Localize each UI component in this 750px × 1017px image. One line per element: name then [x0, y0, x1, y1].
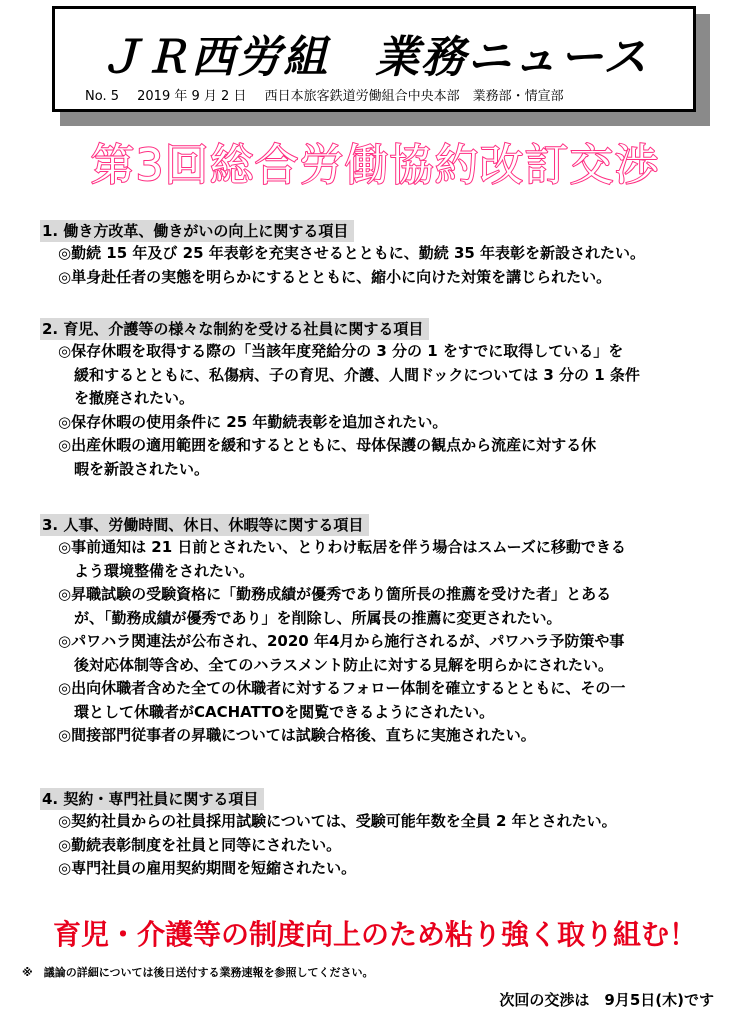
list-item: ◎出向休職者含めた全ての休職者に対するフォロー体制を確立するとともに、その一 環として休職者がCACHATTOを閲覧できるようにされたい。: [58, 679, 626, 721]
section-heading: 2. 育児、介護等の様々な制約を受ける社員に関する項目: [40, 318, 429, 340]
newsletter-header: [52, 6, 696, 112]
page-title: 第3回総合労働協約改訂交渉: [90, 140, 660, 191]
list-item: ◎パワハラ関連法が公布され、2020 年4月から施行されるが、パワハラ予防策や事 後対応体制等含め、全てのハラスメント防止に対する見解を明らかにされたい。: [58, 632, 625, 674]
list-item: ◎単身赴任者の実態を明らかにするとともに、縮小に向けた対策を講じられたい。: [58, 267, 612, 286]
section-1: [40, 220, 730, 289]
list-item: ◎保存休暇を取得する際の「当該年度発給分の 3 分の 1 をすでに取得している」を 緩和するとともに、私傷病、子の育児、介護、人間ドックについては 3 分の 1 条件 を撤廃されたい。: [58, 342, 640, 407]
list-item: ◎契約社員からの社員採用試験については、受験可能年数を全員 2 年とされたい。: [58, 812, 617, 830]
list-item: ◎事前通知は 21 日前とされたい、とりわけ転居を伴う場合はスムーズに移動できる よう環境整備をされたい。: [58, 538, 626, 580]
section-2: [40, 318, 730, 481]
list-item: ◎保存休暇の使用条件に 25 年勤続表彰を追加されたい。: [58, 412, 448, 431]
list-item: ◎専門社員の雇用契約期間を短縮されたい。: [58, 859, 357, 877]
footnote: ※ 議論の詳細については後日送付する業務速報を参照してください。: [22, 966, 374, 979]
section-heading: 1. 働き方改革、働きがいの向上に関する項目: [40, 220, 354, 242]
section-heading: 4. 契約・専門社員に関する項目: [40, 788, 264, 810]
list-item: ◎勤続 15 年及び 25 年表彰を充実させるとともに、勤続 35 年表彰を新設されたい。: [58, 244, 646, 262]
next-meeting-notice: 次回の交渉は 9月5日(木)です: [499, 991, 714, 1009]
issue-info: [85, 89, 578, 105]
section-3: [40, 514, 730, 748]
slogan: 育児・介護等の制度向上のため粘り強く取り組む！: [52, 918, 697, 951]
issue-date: 2019 年 9 月 2 日: [137, 89, 247, 104]
list-item: ◎昇職試験の受験資格に「勤務成績が優秀であり箇所長の推薦を受けた者」とある が、「勤務成績が優秀であり」を削除し、所属長の推薦に変更されたい。: [58, 585, 612, 627]
list-item: ◎出産休暇の適用範囲を緩和するとともに、母体保護の観点から流産に対する休 暇を新設されたい。: [58, 436, 597, 478]
organization: 西日本旅客鉄道労働組合中央本部 業務部・情宣部: [264, 89, 564, 104]
list-item: ◎勤続表彰制度を社員と同等にされたい。: [58, 835, 342, 854]
newsletter-title: ＪＲ西労組 業務ニュース: [99, 32, 649, 83]
section-4: [40, 788, 730, 881]
section-heading: 3. 人事、労働時間、休日、休暇等に関する項目: [40, 514, 369, 536]
list-item: ◎間接部門従事者の昇職については試験合格後、直ちに実施されたい。: [58, 726, 536, 744]
issue-number: No. 5: [85, 89, 119, 104]
